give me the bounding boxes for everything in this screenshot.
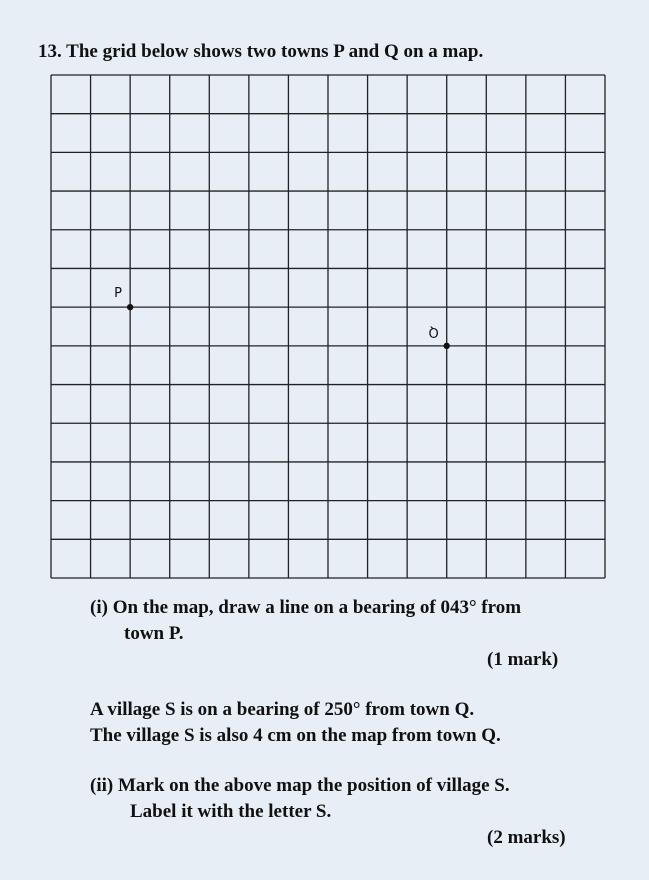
part-ii-marks: (2 marks)	[487, 827, 566, 848]
part-i-marks: (1 mark)	[487, 649, 559, 670]
town-p-point[interactable]	[127, 304, 133, 310]
part-ii-line1	[90, 774, 510, 798]
town-q-label: Q	[428, 323, 439, 339]
part-i-line1	[90, 596, 521, 620]
part-ii-label: (ii)	[90, 775, 114, 796]
info-line1: A village S is on a bearing of 250° from town Q.	[90, 699, 475, 720]
question-text: The grid below shows two towns P and Q on a map.	[66, 41, 484, 62]
part-ii-text1: Mark on the above map the position of village S.	[117, 775, 510, 796]
town-q-point[interactable]	[444, 343, 450, 349]
town-p-label: P	[114, 286, 122, 302]
grid-lines	[51, 75, 605, 578]
info-line2: The village S is also 4 cm on the map from town Q.	[90, 725, 501, 746]
question-number: 13.	[38, 41, 62, 62]
part-i-line2: town P.	[124, 623, 184, 644]
part-ii-line2: Label it with the letter S.	[130, 801, 332, 822]
part-i-text1: On the map, draw a line on a bearing of 043° from	[112, 597, 522, 618]
part-i-label: (i)	[90, 597, 108, 618]
towns	[114, 286, 450, 349]
